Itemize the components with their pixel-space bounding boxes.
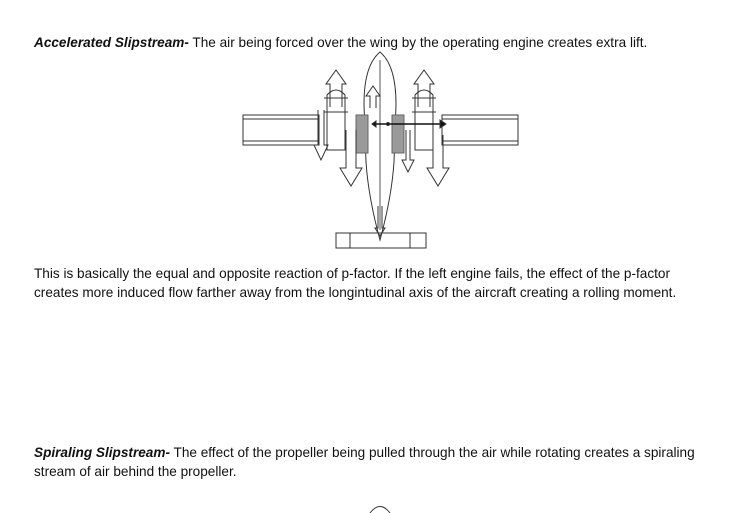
flow-arrow-head-icon — [440, 120, 446, 128]
partial-second-diagram — [370, 507, 390, 513]
accelerated-slipstream-term: Accelerated Slipstream- — [34, 35, 189, 50]
p-factor-explanation-text: This is basically the equal and opposite reaction of p-factor. If the left engine fails, the effect of the p-factor creates more induced flow farther away from the longintudinal axis of the aircraft creating a rolling moment. — [34, 266, 677, 300]
right-down-arrow-icon — [427, 135, 449, 186]
left-wing — [243, 115, 319, 145]
left-slipstream-zone — [356, 115, 368, 153]
right-lift-arrow-up-icon — [414, 70, 434, 107]
center-lift-arrow-up-icon — [366, 86, 380, 108]
right-engine-nacelle — [412, 90, 436, 150]
spiraling-slipstream-paragraph — [34, 443, 724, 481]
accelerated-slipstream-text: The air being forced over the wing by the operating engine creates extra lift. — [188, 35, 648, 50]
left-down-arrow-icon — [314, 110, 328, 160]
flow-arrow-tail-icon — [372, 121, 376, 127]
spiraling-slipstream-term: Spiraling Slipstream- — [34, 445, 170, 460]
spiraling-slipstream-text: The effect of the propeller being pulled through the air while rotating creates a spiraling stream of air behind the propeller. — [34, 445, 695, 479]
right-wing — [442, 115, 518, 145]
right-slipstream-zone — [392, 115, 404, 153]
left-lift-arrow-up-icon — [326, 70, 346, 107]
left-engine-nacelle — [324, 90, 348, 150]
p-factor-explanation-paragraph — [34, 264, 709, 302]
